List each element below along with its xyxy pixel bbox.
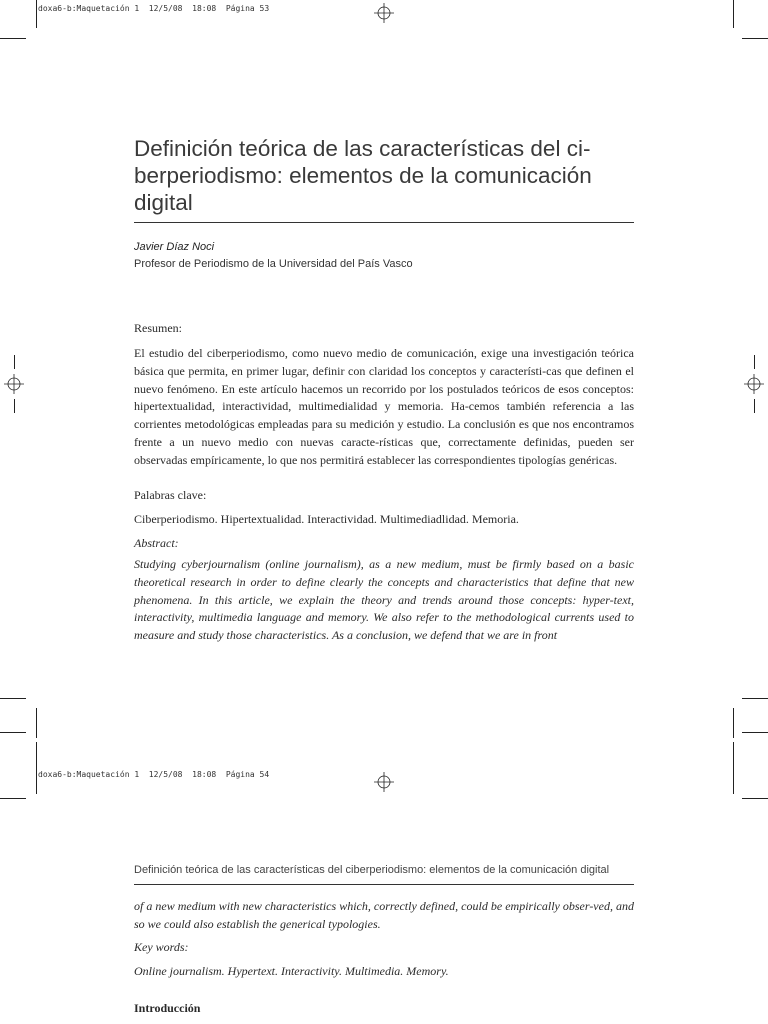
crop-mark xyxy=(733,708,734,738)
crop-mark xyxy=(14,399,15,413)
page-54 xyxy=(0,738,768,1024)
running-head: Definición teórica de las características del ciberperiodismo: elementos de la comunicación digital xyxy=(134,864,610,876)
crop-mark xyxy=(754,399,755,413)
palabras-clave-label: Palabras clave: xyxy=(134,488,207,502)
resumen-label: Resumen: xyxy=(134,321,182,335)
running-head-divider xyxy=(134,884,634,885)
title-divider xyxy=(134,222,634,223)
resumen-text: El estudio del ciberperiodismo, como nuevo medio de comunicación, exige una investigación teórica básica que permita, en primer lugar, definir con claridad los conceptos y característi-cas que definen el nuevo fenómeno. En este artículo hacemos un recorrido por los postulados teóricos de esos conceptos: hipertextualidad, interactividad, multimedialidad y memoria. Ha-cemos también referencia a las corrientes metodológicas empleadas para su medición y estudio. La conclusión es que nos encontramos frente a un nuevo medio con nuevas caracte-rísticas que, correctamente definidas, pueden ser observadas empíricamente, lo que nos permitirá establecer las correspondientes tipologías genéricas. xyxy=(134,346,634,467)
crop-mark xyxy=(733,0,734,28)
article-title: Definición teórica de las características del ci-berperiodismo: elementos de la comunicación digital xyxy=(134,136,592,215)
crop-mark xyxy=(36,742,37,794)
key-words-label: Key words: xyxy=(134,940,189,954)
print-slug: doxa6-b:Maquetación 1 12/5/08 18:08 Página 53 xyxy=(38,4,270,13)
crop-mark xyxy=(742,732,768,733)
crop-mark xyxy=(0,698,26,699)
registration-mark-icon xyxy=(4,374,24,394)
author-name: Javier Díaz Noci xyxy=(134,241,215,253)
crop-mark xyxy=(0,732,26,733)
crop-mark xyxy=(733,742,734,794)
palabras-clave-text: Ciberperiodismo. Hipertextualidad. Interactividad. Multimediadlidad. Memoria. xyxy=(134,512,519,526)
author-affiliation: Profesor de Periodismo de la Universidad del País Vasco xyxy=(134,258,413,270)
print-slug: doxa6-b:Maquetación 1 12/5/08 18:08 Página 54 xyxy=(38,770,270,779)
section-heading: Introducción xyxy=(134,1001,201,1015)
key-words-text: Online journalism. Hypertext. Interactivity. Multimedia. Memory. xyxy=(134,964,449,978)
crop-mark xyxy=(742,798,768,799)
abstract-text: Studying cyberjournalism (online journalism), as a new medium, must be firmly based on a basic theoretical research in order to define clearly the concepts and characteristics that define that new phenomena. In this article, we explain the theory and trends around those concepts: hyper-text, interactivity, multimedia language and memory. We also refer to the methodological currents used to measure and study those characteristics. As a conclusion, we defend that we are in front xyxy=(134,557,634,643)
crop-mark xyxy=(754,355,755,369)
abstract-continuation: of a new medium with new characteristics which, correctly defined, could be empirically obser-ved, and so we could also establish the generical typologies. xyxy=(134,899,634,931)
crop-mark xyxy=(742,698,768,699)
registration-mark-icon xyxy=(374,772,394,792)
crop-mark xyxy=(14,355,15,369)
registration-mark-icon xyxy=(744,374,764,394)
crop-mark xyxy=(0,38,26,39)
registration-mark-icon xyxy=(374,3,394,23)
crop-mark xyxy=(0,798,26,799)
crop-mark xyxy=(36,708,37,738)
abstract-label: Abstract: xyxy=(134,536,179,550)
crop-mark xyxy=(742,38,768,39)
crop-mark xyxy=(36,0,37,28)
